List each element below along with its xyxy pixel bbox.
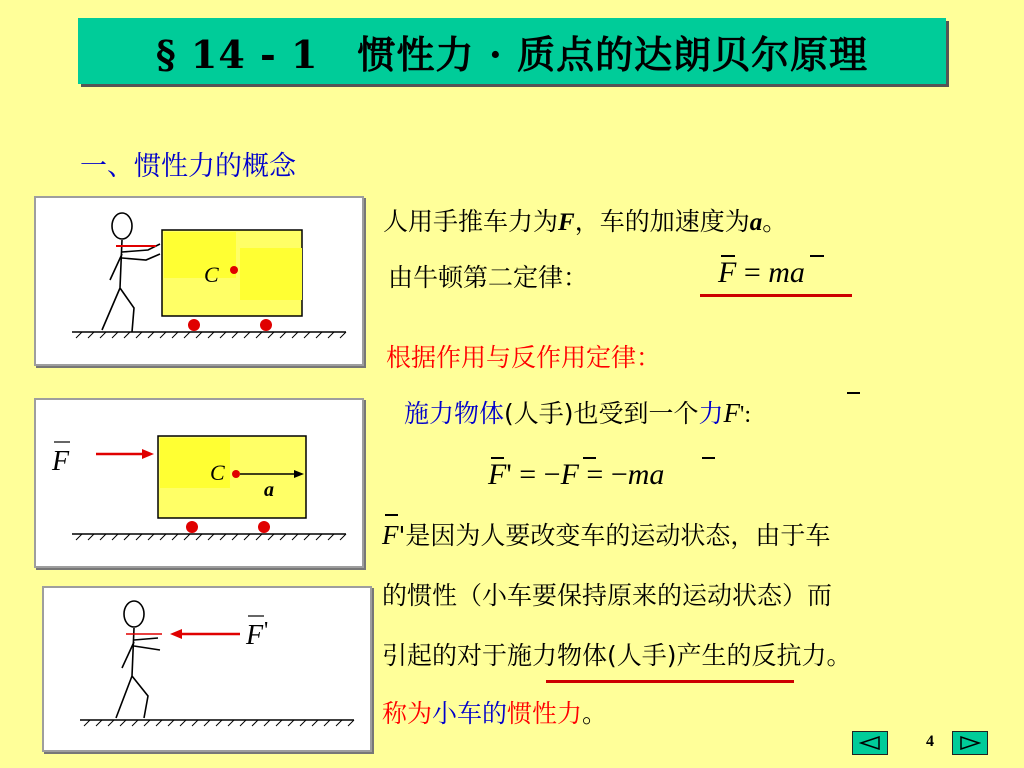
figure-reaction-force [42, 586, 372, 752]
line1-a: a [749, 209, 763, 236]
section-heading: 一、惯性力的概念 [80, 151, 296, 182]
vector-bar [583, 457, 596, 459]
center-of-mass-label: C [204, 262, 219, 287]
center-of-mass-dot [230, 266, 238, 274]
acceleration-label: a [264, 479, 274, 501]
eq1-equals: = [736, 256, 769, 289]
text-line-1 [383, 202, 787, 238]
figure-person-pushing-cart [34, 196, 364, 366]
prev-slide-button[interactable] [852, 731, 888, 755]
wheel [258, 521, 270, 533]
paragraph-line-1 [382, 516, 830, 552]
center-of-mass-dot [232, 470, 240, 478]
last-red-1: 称为 [382, 699, 433, 728]
eq1-ma: ma [768, 256, 805, 289]
figure-force-acceleration [34, 398, 364, 568]
stick-figure [102, 213, 160, 332]
wheel [260, 319, 272, 331]
vector-bar [810, 255, 824, 257]
force-arrowhead [142, 449, 154, 459]
figure-2-svg [36, 400, 362, 566]
text-line-2: 由牛顿第二定律： [388, 263, 589, 292]
para-F: F [382, 520, 399, 550]
eq1-F: F [718, 256, 737, 289]
equation-reaction [488, 458, 664, 492]
vector-bar [847, 392, 860, 394]
last-red-2: 惯性力 [507, 699, 583, 728]
eq2-F: F [560, 458, 579, 491]
prime-mark: ' [264, 618, 269, 644]
vector-bar [702, 457, 715, 459]
reaction-force-label: F [246, 620, 264, 651]
line1-F: F [558, 209, 575, 236]
last-end: 。 [582, 699, 608, 728]
reaction-arrowhead [170, 629, 182, 639]
line4-blue-1: 施力物体 [404, 399, 505, 428]
line4-blue-2: 力 [698, 399, 724, 428]
text-line-3: 根据作用与反作用定律： [386, 343, 662, 372]
next-slide-button[interactable] [952, 731, 988, 755]
figure-3-svg [44, 588, 370, 750]
center-of-mass-label: C [210, 460, 225, 485]
eq2-minus: ' = − [506, 458, 561, 491]
wheel [188, 319, 200, 331]
triangle-left-icon [859, 736, 881, 750]
para-line-1: '是因为人要改变车的运动状态，由于车 [398, 521, 831, 550]
line4-suffix: ': [740, 402, 752, 428]
line1-prefix: 人用手推车力为 [383, 207, 559, 236]
triangle-right-icon [959, 736, 981, 750]
line4-paren: (人手)也受到一个 [504, 399, 699, 428]
ground-hatch [76, 534, 346, 540]
figure-1-svg [36, 198, 362, 364]
stick-figure [116, 601, 160, 718]
paragraph-line-3: 引起的对于施力物体(人手)产生的反抗力。 [382, 641, 852, 670]
slide-title [78, 18, 946, 84]
cart-inner-panel [240, 248, 302, 300]
wheel [186, 521, 198, 533]
vector-bar [491, 457, 504, 459]
line1-suffix: 。 [762, 207, 788, 236]
paragraph-line-2: 的惯性（小车要保持原来的运动状态）而 [382, 581, 833, 610]
equation-newton [718, 256, 805, 290]
equation-underline [700, 294, 852, 297]
vector-bar [721, 255, 735, 257]
slide-title-text: § 14 - 1 惯性力 · 质点的达朗贝尔原理 [155, 31, 869, 77]
page-number: 4 [926, 733, 934, 750]
last-blue: 小车的 [432, 699, 508, 728]
vector-bar [385, 514, 398, 516]
text-line-4 [404, 394, 751, 430]
paragraph-underline [546, 680, 794, 683]
line1-mid: ，车的加速度为 [574, 207, 750, 236]
line4-F: F [723, 398, 741, 428]
force-label: F [52, 446, 70, 477]
eq2-Fprime: F [488, 458, 507, 491]
eq2-ma: ma [627, 458, 665, 491]
ground-hatch [76, 332, 346, 338]
eq2-equals: = − [578, 458, 628, 491]
ground-hatch [84, 720, 354, 726]
text-last-line [382, 694, 607, 730]
cart-inner-panel [164, 232, 236, 278]
